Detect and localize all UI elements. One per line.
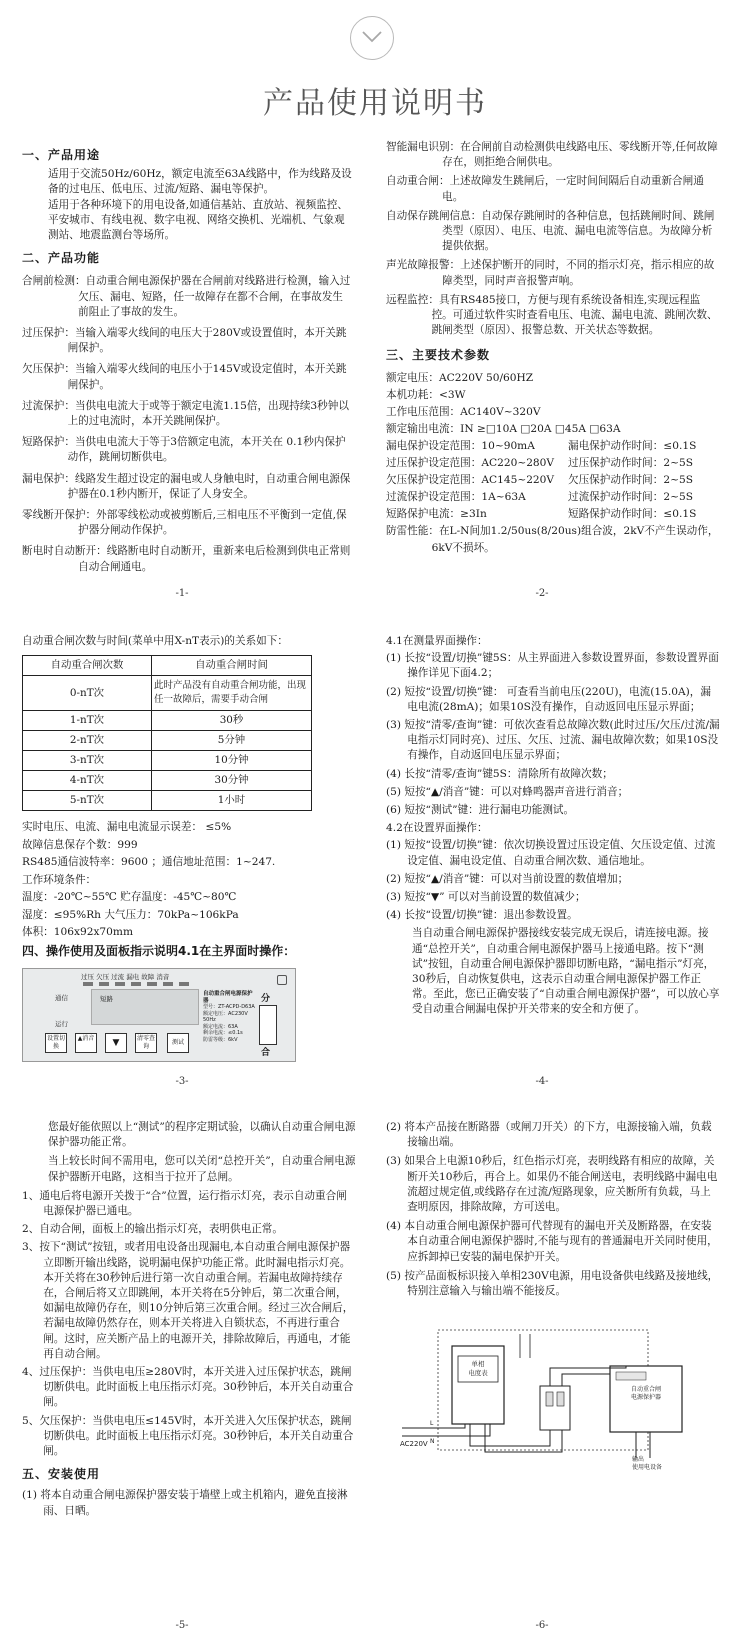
output-label: 输出 使用电设备 (632, 1456, 663, 1471)
display-screen (91, 989, 199, 1025)
spec-line: 工作电压范围：AC140V~320V (386, 405, 541, 418)
section-heading: 五、安装使用 (22, 1467, 101, 1482)
page-number: -6- (535, 1620, 549, 1631)
numbered-item: 5、欠压保护：当供电电压≤145V时，本开关进入欠压保护状态，跳闸切断供电。此时面板上电压指示灯亮。30秒钟后，本开关自动重合闸。 (22, 1414, 354, 1458)
page-3-column (22, 634, 362, 959)
instruction-item: (6) 短按“测试”键：进行漏电功能测试。 (386, 804, 575, 817)
on-label: 合 (261, 1048, 271, 1058)
wiring-diagram (400, 1328, 700, 1478)
indicator-leds (83, 982, 193, 986)
instruction-item: (3) 短按“清零/查询”键：可依次查看总故障次数(此时过压/欠压/过流/漏电指示灯同时亮)、过压、欠压、过流、漏电故障次数；如果10S没有操作，自动返回电压显示界面； (386, 719, 720, 762)
power-switch[interactable] (259, 1005, 277, 1045)
table-header: 自动重合闸时间 (152, 656, 312, 676)
spec-row: 短路保护电流：≥3In 短路保护动作时间：≤0.1S (386, 507, 697, 520)
table-cell: 4-nT次 (23, 771, 152, 791)
table-cell: 1小时 (152, 791, 312, 811)
instruction-item: (4) 长按“设置/切换”键：退出参数设置。 (386, 909, 578, 922)
feature-item: 过流保护：当供电电流大于或等于额定电流1.15倍，出现持续3秒钟以上的过电流时，本开关跳闸保护。 (22, 399, 349, 428)
short-label: 短路 (100, 995, 113, 1003)
table-row (23, 771, 312, 791)
instruction-item: (3) 短按“▼” 可以对当前设置的数值减少； (386, 891, 586, 904)
section-heading: 二、产品功能 (22, 251, 101, 266)
table-cell: 5-nT次 (23, 791, 152, 811)
table-cell: 2-nT次 (23, 731, 152, 751)
scroll-down-button[interactable] (350, 16, 394, 60)
spec-line: 额定电压：AC220V 50/60HZ (386, 371, 534, 384)
neutral-label: N (430, 1438, 435, 1445)
numbered-item: (2) 将本产品接在断路器（或闸刀开关）的下方，电源接输入端，负载接输出端。 (386, 1121, 712, 1149)
feature-item: 自动重合闸：上述故障发生跳闸后，一定时间间隔后自动重新合闸通电。 (386, 175, 704, 203)
feature-item: 漏电保护：线路发生超过设定的漏电或人身触电时，自动重合闸电源保护器在0.1秒内断开，保证了人身安全。 (22, 472, 351, 500)
paragraph: 您最好能依照以上“测试”的程序定期试验，以确认自动重合闸电源保护器功能正常。 (48, 1121, 356, 1149)
page-number: -2- (535, 588, 549, 599)
spec-row: 过压保护设定范围：AC220~280V 过压保护动作时间：2~5S (386, 456, 693, 469)
numbered-item: 4、过压保护：当供电电压≥280V时，本开关进入过压保护状态，跳闸切断供电。此时面板上电压指示灯亮。30秒钟后，本开关自动重合闸。 (22, 1366, 354, 1409)
spec-line: 湿度：≤95%Rh 大气压力：70kPa~106kPa (22, 908, 239, 921)
page-6-column (386, 1120, 721, 1299)
up-mute-button[interactable]: ▲消音 (75, 1033, 97, 1053)
spec-line: 本机功耗：<3W (386, 388, 466, 401)
paragraph: 当上较长时间不需用电，您可以关闭“总控开关”，自动重合闸电源保护器断开电路，这相当于拉开了总闸。 (48, 1155, 356, 1183)
page-number: -5- (175, 1620, 189, 1631)
page-number: -4- (535, 1076, 549, 1087)
meter-label: 单相 电度表 (468, 1360, 488, 1377)
feature-item: 合闸前检测：自动重合闸电源保护器在合闸前对线路进行检测，输入过欠压、漏电、短路，任一故障存在都不合闸，在事故发生前阻止了事故的发生。 (22, 275, 351, 318)
feature-item: 短路保护：当供电电流大于等于3倍额定电流，本开关在 0.1秒内保护动作，跳闸切断供电。 (22, 436, 346, 464)
numbered-item: (3) 如果合上电源10秒后，红色指示灯亮，表明线路有相应的故障，关断开关10秒后，再合上。如果仍不能合闸送电，表明线路中漏电电流超过规定值,或线路存在过流/短路现象，应关断所有负载，马上查明原因，排除故障，方可送电。 (386, 1155, 718, 1214)
table-cell: 0-nT次 (23, 676, 152, 711)
spec-row: 过流保护设定范围：1A~63A 过流保护动作时间：2~5S (386, 490, 693, 503)
table-cell: 1-nT次 (23, 711, 152, 731)
ac-input-label: AC220V (400, 1440, 428, 1448)
reclose-table (22, 655, 312, 811)
section-heading: 三、主要技术参数 (386, 348, 491, 363)
off-label: 分 (261, 994, 271, 1004)
protector-label: 自动重合闸 电源保护器 (630, 1386, 661, 1401)
table-row (23, 711, 312, 731)
table-row (23, 676, 312, 711)
instruction-item: (2) 短按“设置/切换”键： 可查看当前电压(220U)，电流(15.0A)，漏电电流(28mA)；如果10S没有操作，自动返回电压显示界面； (386, 685, 711, 713)
feature-item: 断电时自动断开：线路断电时自动断开，重新来电后检测到供电正常则自动合闸通电。 (22, 545, 351, 573)
page-2-column (386, 140, 721, 557)
table-row (23, 751, 312, 771)
paragraph: 当自动重合闸电源保护器接线安装完成无误后，请连接电源。接通“总控开关”，自动重合闸电源保护器马上接通电路。按下“测试”按钮，自动重合闸电源保护器即切断电路，“漏电指示”灯亮，30秒后，自动恢复供电，这表示自动重合闸电源保护器工作正常。至此，您已正确安装了“自动重合闸电源保护器”，可以放心享受自动重合闸漏电保护开关带来的安全和方便了。 (412, 927, 720, 1016)
subsection-heading: 4.1在测量界面操作： (386, 635, 488, 647)
table-cell: 3-nT次 (23, 751, 152, 771)
table-row (23, 731, 312, 751)
page-4-column (386, 634, 721, 1018)
table-header: 自动重合闸次数 (23, 656, 152, 676)
down-button[interactable]: ▼ (105, 1033, 127, 1053)
spec-line: RS485通信波特率：9600 ；通信地址范围：1~247. (22, 856, 276, 869)
table-row (23, 791, 312, 811)
spec-line: 温度：-20℃~55℃ 贮存温度：-45℃~80℃ (22, 891, 237, 904)
table-cell: 此时产品没有自动重合闸功能，出现任一故障后，需要手动合闸 (152, 676, 312, 711)
chevron-down-icon (361, 30, 383, 44)
subsection-heading: 4.2在设置界面操作： (386, 822, 488, 835)
numbered-item: (1) 将本自动重合闸电源保护器安装于墙壁上或主机箱内，避免直接淋雨、日晒。 (22, 1489, 348, 1517)
numbered-item: 1、通电后将电源开关拨于“合”位置，运行指示灯亮，表示自动重合闸电源保护器已通电。 (22, 1189, 347, 1218)
feature-item: 欠压保护：当输入端零火线间的电压小于145V或设定值时，本开关跳闸保护。 (22, 363, 347, 391)
table-cell: 30秒 (152, 711, 312, 731)
feature-item: 零线断开保护：外部零线松动或被剪断后,三相电压不平衡到一定值,保护器分闸动作保护。 (22, 509, 347, 537)
instruction-item: (4) 长按“清零/查询”键5S：清除所有故障次数； (386, 767, 613, 780)
spec-row: 欠压保护设定范围：AC145~220V 欠压保护动作时间：2~5S (386, 473, 693, 486)
numbered-item: (5) 按产品面板标识接入单相230V电源，用电设备供电线路及接地线，特别注意输入与输出端不能接反。 (386, 1269, 719, 1298)
spec-line: 工作环境条件： (22, 873, 97, 886)
run-label: 运行 (55, 1020, 68, 1028)
section-heading: 四、操作使用及面板指示说明4.1在主界面时操作： (22, 943, 296, 958)
page-title: 产品使用说明书 (263, 86, 487, 121)
table-cell: 5分钟 (152, 731, 312, 751)
line-label: L (430, 1420, 434, 1427)
speaker-icon (277, 975, 287, 985)
spec-line: 实时电压、电流、漏电电流显示误差： ≤5% (22, 821, 232, 834)
table-cell: 30分钟 (152, 771, 312, 791)
spec-line: 故障信息保存个数：999 (22, 838, 138, 851)
section-heading: 一、产品用途 (22, 148, 101, 162)
test-button[interactable]: 测试 (167, 1033, 189, 1053)
front-panel-diagram (22, 968, 296, 1062)
feature-item: 声光故障报警：上述保护断开的同时，不同的指示灯亮，指示相应的故障类型，同时声音报警声响。 (386, 259, 715, 287)
page-1-column (22, 148, 352, 575)
spec-line: 体积：106x92x70mm (22, 926, 134, 939)
spec-line: 防雷性能：在L-N间加1.2/50us(8/20us)组合波，2kV不产生误动作，6kV不损坏。 (386, 524, 719, 554)
numbered-item: 3、按下“测试”按钮，或者用电设备出现漏电,本自动重合闸电源保护器立即断开输出线路，说明漏电保护功能正常。此时漏电指示灯亮。本开关将在30秒钟后进行第一次自动重合闸。若漏电故障持续存在，合闸后将又立即跳闸，本开关将在5分钟后，第二次重合闸，如漏电故障仍存在，则10分钟后第三次重合闸。经过三次合闸后，若漏电故障仍然存在，则本开关将进入自锁状态，不再进行重合闸。这时，应关断产品上的电源开关，排除故障后，再通电，才能再自动合闸。 (22, 1241, 354, 1360)
feature-item: 智能漏电识别：在合闸前自动检测供电线路电压、零线断开等,任何故障存在，则拒绝合闸供电。 (386, 141, 718, 169)
indicator-labels: 过压 欠压 过流 漏电 故障 消音 (81, 973, 170, 981)
table-cell: 10分钟 (152, 751, 312, 771)
page-number: -3- (175, 1076, 189, 1087)
spec-row: 漏电保护设定范围：10~90mA 漏电保护动作时间：≤0.1S (386, 439, 697, 452)
page-5-column (22, 1120, 357, 1519)
paragraph: 适用于各种环境下的用电设备,如通信基站、直放站、视频监控、平安城市、有线电视、数字电视、网络交换机、光端机、气象观测站、地震监测台等场所。 (48, 198, 348, 242)
paragraph: 适用于交流50Hz/60Hz，额定电流至63A线路中，作为线路及设备的过电压、低电压、过流/短路、漏电等保护。 (48, 168, 352, 196)
instruction-item: (1) 短按“设置/切换”键：依次切换设置过压设定值、欠压设定值、过流设定值、漏电设定值、自动重合闸次数、通信地址。 (386, 839, 716, 867)
feature-item: 过压保护：当输入端零火线间的电压大于280V或设置值时，本开关跳闸保护。 (22, 327, 347, 355)
feature-item: 远程监控：具有RS485接口，方便与现有系统设备相连,实现远程监控。可通过软件实时查看电压、电流、漏电电流、跳闸次数、跳闸类型（原因）、报警总数、开关状态等数据。 (386, 293, 718, 337)
page-number: -1- (175, 588, 189, 599)
feature-item: 自动保存跳闸信息：自动保存跳闸时的各种信息，包括跳闸时间、跳闸类型（原因）、电压、电流、漏电电流等信息。为故障分析提供依据。 (386, 209, 715, 253)
table-caption: 自动重合闸次数与时间(菜单中用X-nT表示)的关系如下： (22, 635, 288, 647)
spec-line: 额定输出电流：IN ≥□10A □20A □45A □63A (386, 422, 621, 435)
instruction-item: (1) 长按“设置/切换”键5S：从主界面进入参数设置界面，参数设置界面操作详见下面4.2； (386, 652, 719, 680)
numbered-item: 2、自动合闸，面板上的输出指示灯亮，表明供电正常。 (22, 1223, 283, 1236)
instruction-item: (5) 短按“▲/消音”键：可以对蜂鸣器声音进行消音； (386, 785, 629, 798)
nameplate: 自动重合闸电源保护器 型号：ZT-ACPD-D63A 额定电压：AC230V 50Hz 额定电流：63A 剩余电流：≤0.1s 防雷等级：6kV (203, 991, 255, 1043)
numbered-item: (4) 本自动重合闸电源保护器可代替现有的漏电开关及断路器，在安装本自动重合闸电源保护器时,不能与现有的普通漏电开关同时使用，应拆卸掉已安装的漏电保护开关。 (386, 1220, 718, 1263)
comm-label: 通信 (55, 994, 68, 1002)
instruction-item: (2) 短按“▲/消音”键：可以对当前设置的数值增加； (386, 872, 629, 885)
clear-query-button[interactable]: 清零查询 (135, 1033, 157, 1053)
table-header-row (23, 656, 312, 676)
set-switch-button[interactable]: 设置切换 (45, 1033, 67, 1053)
